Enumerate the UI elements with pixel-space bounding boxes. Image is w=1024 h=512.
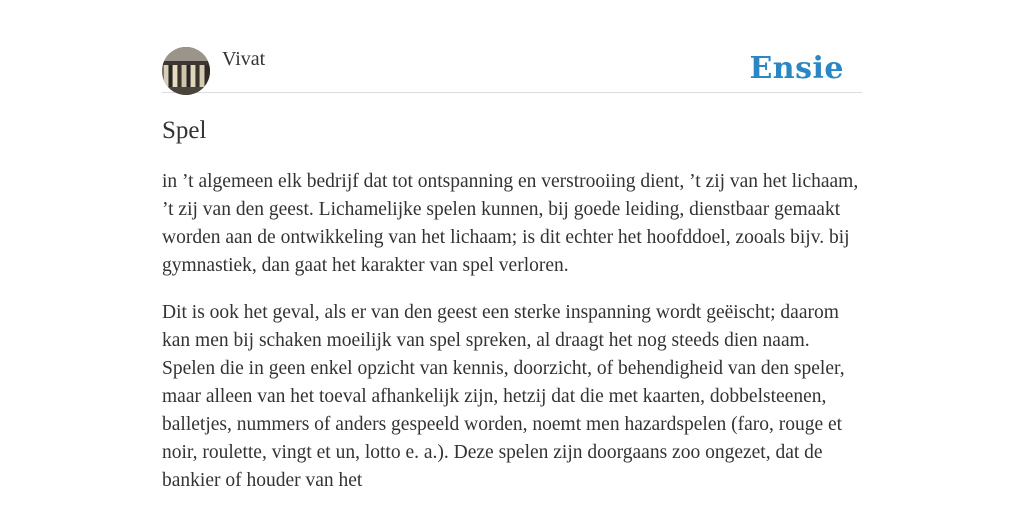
- bookshelf-avatar-icon: [162, 47, 210, 95]
- ensie-logo-link[interactable]: Ensie: [749, 51, 844, 86]
- author-link[interactable]: Vivat: [222, 48, 266, 70]
- site-header: [162, 46, 862, 93]
- article-paragraph: in ’t algemeen elk bedrijf dat tot ontspanning en verstrooiing dient, ’t zij van het lichaam, ’t zij van den geest. Lichamelijke spelen kunnen, bij goede leiding, dienstbaar gemaakt worden aan de ontwikkeling van het lichaam; is dit echter het hoofddoel, zooals bijv. bij gymnastiek, dan gaat het karakter van spel verloren.: [162, 171, 859, 276]
- author-avatar[interactable]: [162, 47, 210, 95]
- article-paragraph: Dit is ook het geval, als er van den geest een sterke inspanning wordt geëischt; daarom kan men bij schaken moeilijk van spel spreken, al draagt het nog steeds dien naam. Spelen die in geen enkel opzicht van kennis, doorzicht, of behendigheid van den speler, maar alleen van het toeval afhankelijk zijn, hetzij dat die met kaarten, dobbelsteenen, balletjes, nummers of anders gespeeld worden, noemt men hazardspelen (faro, rouge et noir, roulette, vingt et un, lotto e. a.). Deze spelen zijn doorgaans zoo ongezet, dat de bankier of houder van het: [162, 302, 845, 491]
- article-title: Spel: [162, 117, 207, 144]
- article-body: [162, 168, 862, 512]
